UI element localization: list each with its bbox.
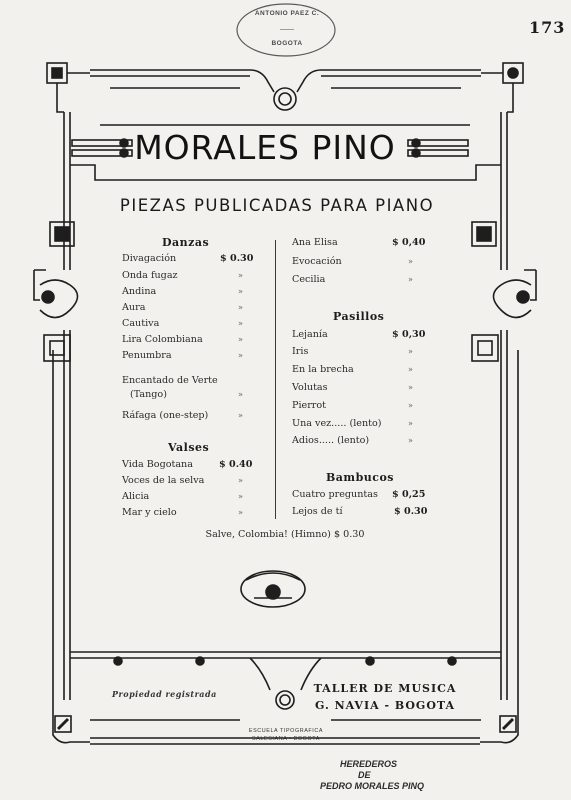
- list-item: Vida Bogotana: [122, 459, 193, 470]
- section-heading-danzas: Danzas: [162, 236, 210, 249]
- price: $ 0.30: [220, 253, 254, 264]
- hymn-line: Salve, Colombia! (Himno) $ 0.30: [205, 529, 365, 540]
- list-item: Lejanía: [292, 329, 328, 340]
- ditto-mark: »: [238, 287, 243, 296]
- list-item: Adios..... (lento): [292, 435, 370, 446]
- list-item: Volutas: [292, 382, 328, 393]
- section-heading-pasillos: Pasillos: [333, 310, 385, 323]
- list-item: Pierrot: [292, 400, 327, 411]
- ditto-mark: »: [408, 383, 413, 392]
- list-item: Lejos de tí: [292, 506, 343, 517]
- list-item: Penumbra: [122, 350, 172, 361]
- list-item: Una vez..... (lento): [292, 418, 382, 429]
- ditto-mark: »: [408, 347, 413, 356]
- publisher-name: TALLER DE MUSICA: [313, 682, 457, 695]
- list-item-note: (Tango): [130, 389, 167, 400]
- ditto-mark: »: [238, 411, 243, 420]
- handwritten-note-line3: PEDRO MORALES PINQ: [320, 781, 425, 791]
- price: $ 0.40: [219, 459, 253, 470]
- section-heading-bambucos: Bambucos: [326, 471, 394, 484]
- ditto-mark: »: [408, 436, 413, 445]
- price: $ 0,40: [392, 237, 426, 248]
- list-item: Lira Colombiana: [122, 334, 203, 345]
- ditto-mark: »: [238, 335, 243, 344]
- ditto-mark: »: [238, 390, 243, 399]
- rights-notice: Propiedad registrada: [112, 689, 217, 699]
- list-item: Ana Elisa: [292, 237, 338, 248]
- ditto-mark: »: [408, 419, 413, 428]
- list-item: Encantado de Verte: [122, 375, 218, 386]
- ditto-mark: »: [238, 476, 243, 485]
- price: $ 0,25: [392, 489, 426, 500]
- handwritten-note-line1: HEREDEROS: [340, 759, 398, 769]
- ditto-mark: »: [238, 303, 243, 312]
- list-item: Cautiva: [122, 318, 160, 329]
- section-heading-valses: Valses: [168, 441, 210, 454]
- printer-city: SALESIANA - BOGOTA: [252, 736, 320, 742]
- list-item: Andina: [122, 286, 157, 297]
- stamp-divider: ——: [280, 26, 294, 33]
- ditto-mark: »: [408, 401, 413, 410]
- ditto-mark: »: [408, 257, 413, 266]
- handwritten-note-line2: DE: [358, 770, 371, 780]
- list-item: Voces de la selva: [122, 475, 205, 486]
- ditto-mark: »: [408, 275, 413, 284]
- price: $ 0,30: [392, 329, 426, 340]
- list-item: Mar y cielo: [122, 507, 177, 518]
- list-item: Iris: [292, 346, 309, 357]
- list-item: Cuatro preguntas: [292, 489, 378, 500]
- column-divider: [275, 240, 276, 519]
- ditto-mark: »: [238, 271, 243, 280]
- list-item: En la brecha: [292, 364, 354, 375]
- printer-name: ESCUELA TIPOGRAFICA: [248, 728, 324, 734]
- price: $ 0.30: [394, 506, 428, 517]
- page-number: 173: [529, 18, 566, 37]
- list-item: Alicia: [122, 491, 150, 502]
- ditto-mark: »: [408, 365, 413, 374]
- ditto-mark: »: [238, 508, 243, 517]
- ditto-mark: »: [238, 351, 243, 360]
- publisher-city: G. NAVIA - BOGOTA: [314, 699, 456, 712]
- list-item: Evocación: [292, 256, 342, 267]
- list-item: Cecilia: [292, 274, 326, 285]
- ditto-mark: »: [238, 492, 243, 501]
- list-item: Ráfaga (one-step): [122, 410, 209, 421]
- stamp-name: ANTONIO PAEZ C.: [254, 10, 320, 17]
- catalog-subtitle: PIEZAS PUBLICADAS PARA PIANO: [119, 196, 435, 215]
- list-item: Divagación: [122, 253, 177, 264]
- ditto-mark: »: [238, 319, 243, 328]
- list-item: Aura: [122, 302, 146, 313]
- stamp-city: BOGOTA: [271, 40, 303, 47]
- list-item: Onda fugaz: [122, 270, 178, 281]
- composer-title: MORALES PINO: [134, 128, 396, 167]
